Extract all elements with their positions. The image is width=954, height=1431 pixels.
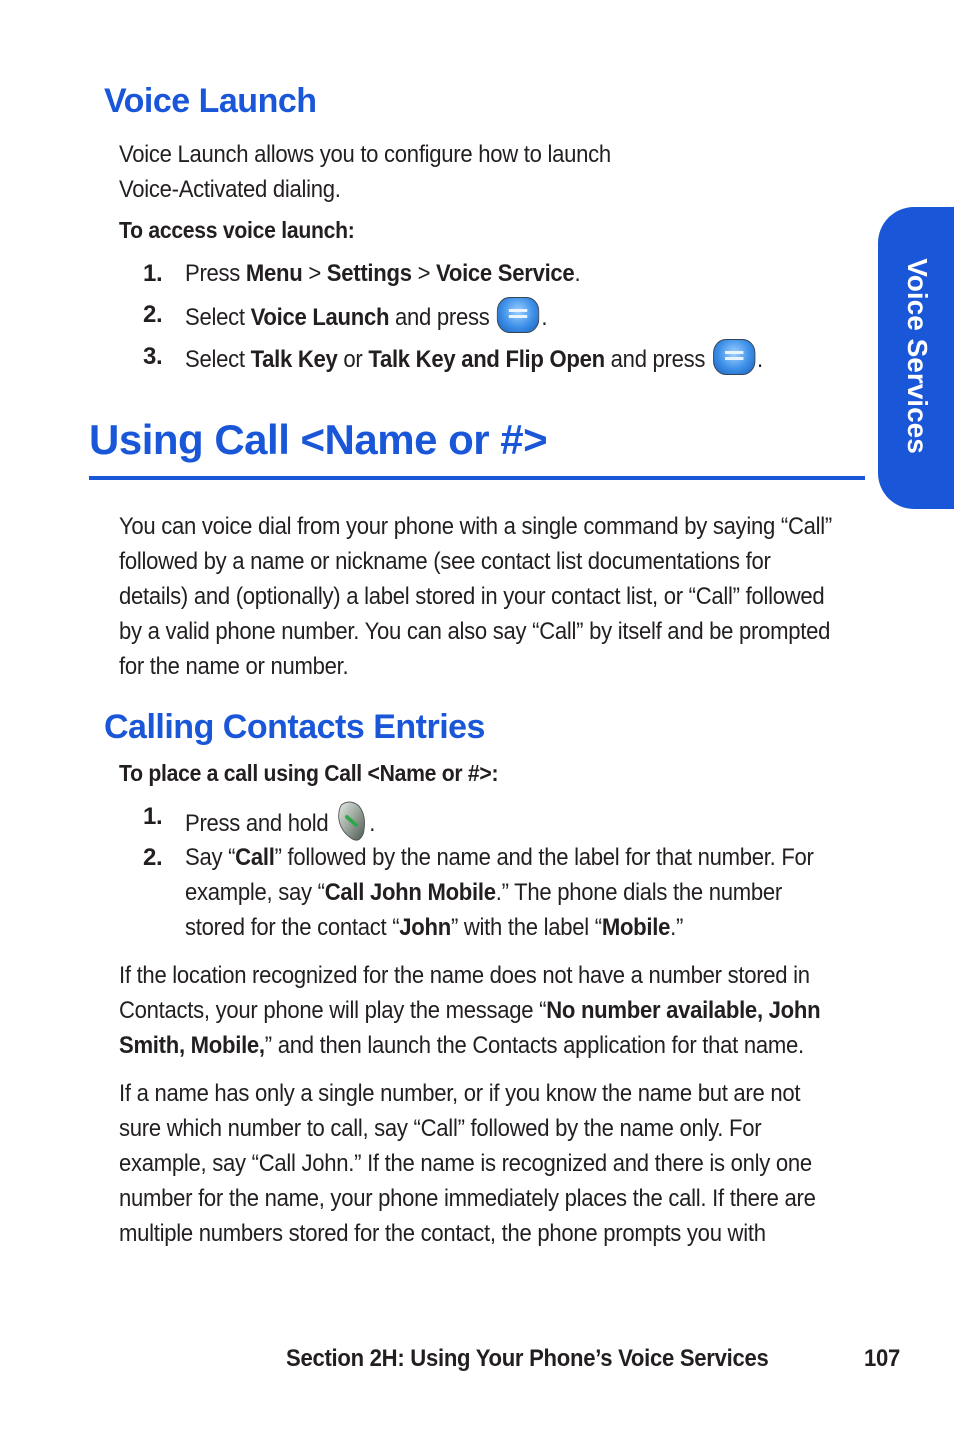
step-number: 3.: [143, 343, 163, 370]
calling-step-1: [143, 799, 843, 839]
no-number-paragraph: [119, 958, 820, 1063]
paragraph-line: You can voice dial from your phone with a single command by saying “Call”: [119, 513, 832, 540]
paragraph-line: for the name or number.: [119, 653, 349, 680]
voice-launch-intro: [119, 137, 611, 207]
calling-contacts-lead: To place a call using Call <Name or #>:: [119, 760, 499, 786]
step-number: 2.: [143, 844, 163, 871]
calling-contacts-heading: Calling Contacts Entries: [104, 708, 485, 746]
step-number: 1.: [143, 803, 163, 830]
voice-launch-step-1: [143, 256, 843, 291]
step-text: Select Voice Launch and press .: [185, 297, 547, 335]
menu-ok-key-icon: [713, 339, 755, 375]
voice-launch-lead: To access voice launch:: [119, 217, 355, 243]
paragraph-line: sure which number to call, say “Call” followed by the name only. For: [119, 1115, 762, 1142]
footer-page-number: 107: [864, 1345, 901, 1372]
paragraph-line: number for the name, your phone immediately places the call. If there are: [119, 1185, 816, 1212]
single-number-paragraph: [119, 1076, 816, 1251]
paragraph-line: by a valid phone number. You can also say “Call” by itself and be prompted: [119, 618, 831, 645]
intro-line-1: Voice Launch allows you to configure how to launch: [119, 141, 611, 168]
menu-ok-key-icon: [497, 297, 539, 333]
heading-rule: [89, 476, 865, 480]
step-number: 2.: [143, 301, 163, 328]
talk-key-icon: [336, 799, 367, 843]
using-call-paragraph: [119, 509, 832, 684]
footer-section-title: Section 2H: Using Your Phone’s Voice Services: [286, 1345, 769, 1372]
step-number: 1.: [143, 260, 163, 287]
using-call-heading: Using Call <Name or #>: [89, 416, 548, 463]
paragraph-line: followed by a name or nickname (see contact list documentations for: [119, 548, 771, 575]
voice-launch-step-3: [143, 339, 863, 374]
voice-launch-step-2: [143, 297, 843, 332]
paragraph-line: details) and (optionally) a label stored in your contact list, or “Call” followed: [119, 583, 825, 610]
calling-step-2: [143, 840, 883, 950]
paragraph-line: If a name has only a single number, or if you know the name but are not: [119, 1080, 801, 1107]
paragraph-line: multiple numbers stored for the contact, the phone prompts you with: [119, 1220, 766, 1247]
paragraph-line: Contacts, your phone will play the message “No number available, John: [119, 997, 821, 1024]
voice-launch-heading: Voice Launch: [104, 82, 317, 120]
paragraph-line: Smith, Mobile,” and then launch the Contacts application for that name.: [119, 1032, 804, 1059]
step-text: Press and hold .: [185, 799, 375, 843]
paragraph-line: If the location recognized for the name does not have a number stored in: [119, 962, 810, 989]
paragraph-line: example, say “Call John.” If the name is recognized and there is only one: [119, 1150, 812, 1177]
step-text: Select Talk Key or Talk Key and Flip Open and press .: [185, 339, 763, 377]
intro-line-2: Voice-Activated dialing.: [119, 176, 341, 203]
section-tab-label: Voice Services: [902, 258, 933, 454]
step-text: Press Menu > Settings > Voice Service.: [185, 260, 581, 287]
step-text: Say “Call” followed by the name and the label for that number. For example, say “Call John Mobile.” The phone dials the number stored for the contact “John” with the label “Mobile.”: [185, 844, 814, 941]
